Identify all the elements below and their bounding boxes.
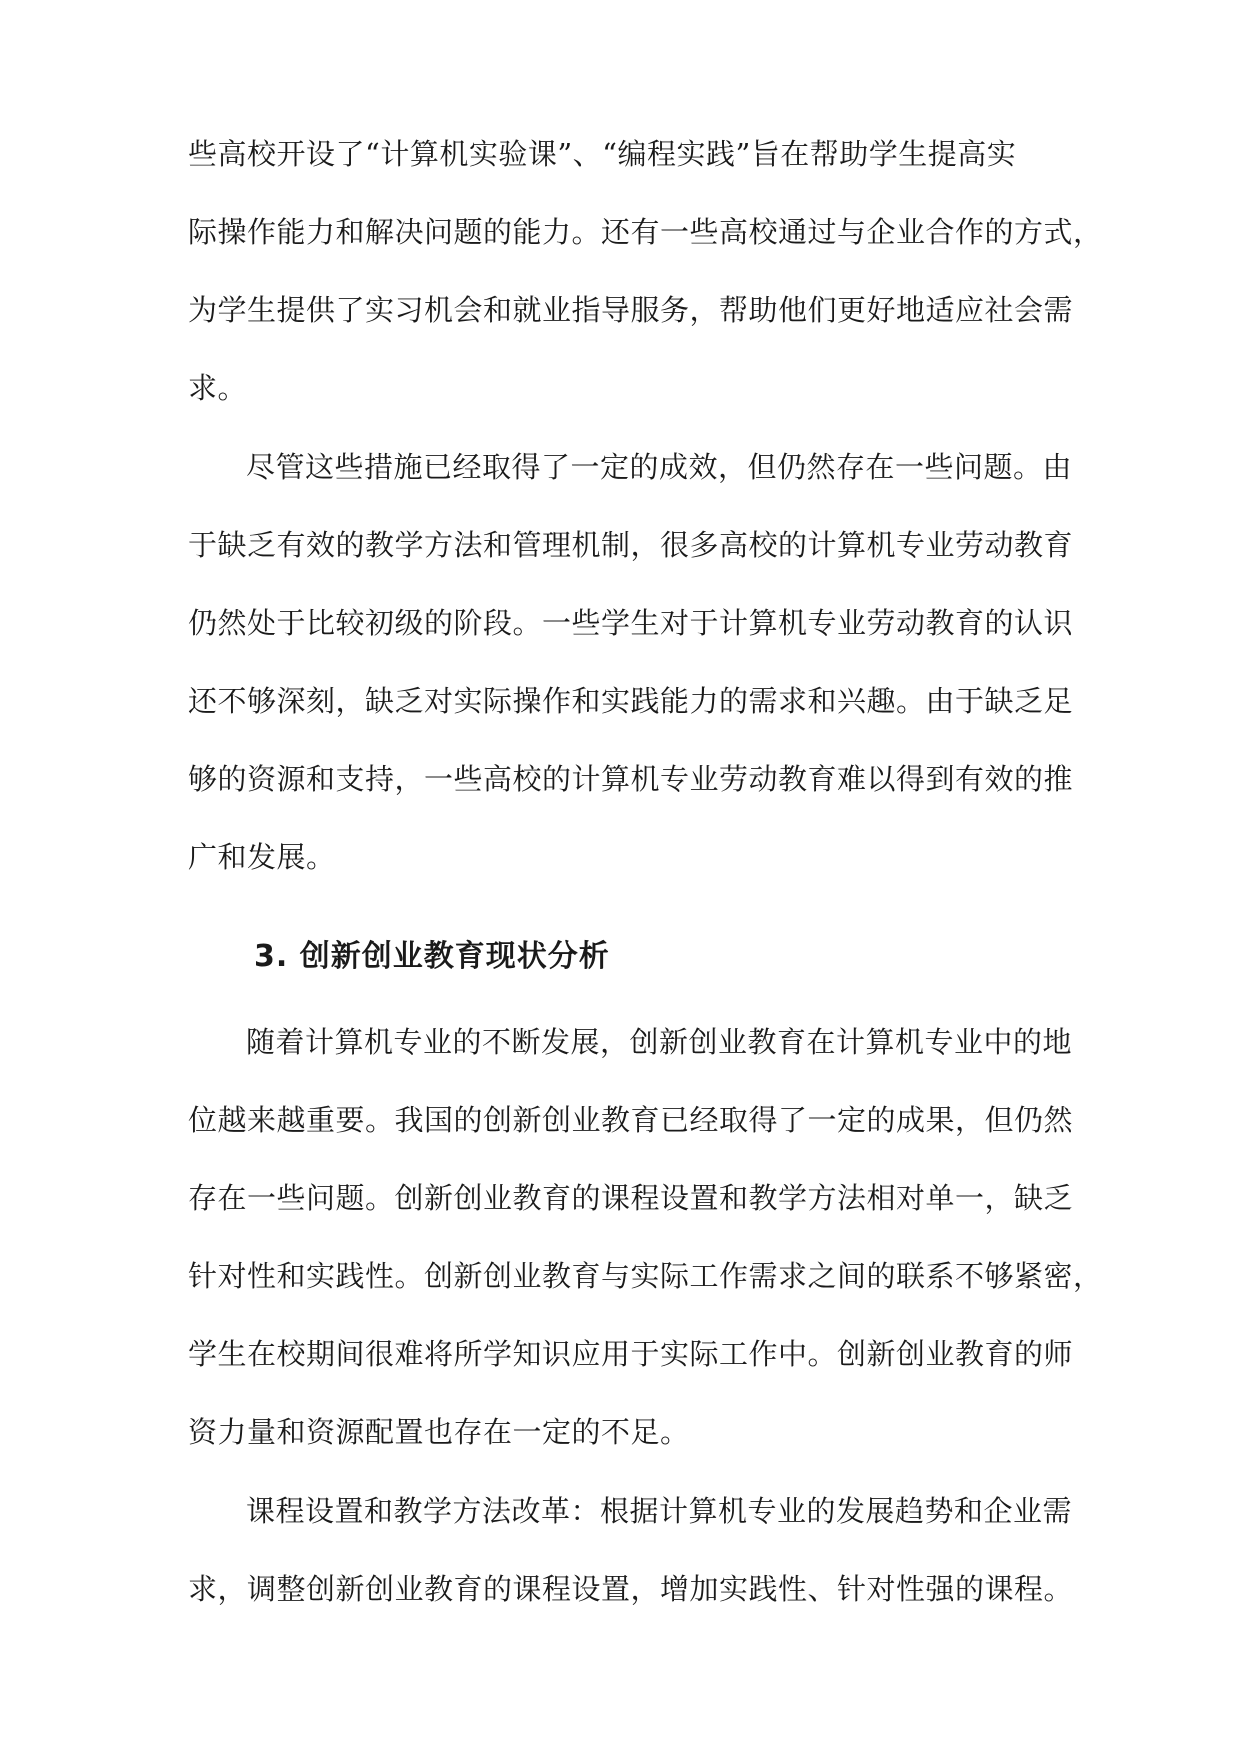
paragraph-4-line-2: 求，调整创新创业教育的课程设置，增加实践性、针对性强的课程。 [188, 1572, 1074, 1606]
section-heading: 3. 创新创业教育现状分析 [254, 939, 610, 974]
paragraph-4-line-1: 课程设置和教学方法改革：根据计算机专业的发展趋势和企业需 [246, 1494, 1073, 1528]
paragraph-2-line-6: 广和发展。 [188, 840, 336, 874]
paragraph-3-line-4: 针对性和实践性。创新创业教育与实际工作需求之间的联系不够紧密， [188, 1259, 1103, 1293]
paragraph-3-line-1: 随着计算机专业的不断发展，创新创业教育在计算机专业中的地 [246, 1025, 1073, 1059]
paragraph-3-line-3: 存在一些问题。创新创业教育的课程设置和教学方法相对单一，缺乏 [188, 1181, 1074, 1215]
paragraph-2-line-1: 尽管这些措施已经取得了一定的成效，但仍然存在一些问题。由 [246, 450, 1073, 484]
paragraph-3-line-6: 资力量和资源配置也存在一定的不足。 [188, 1415, 690, 1449]
paragraph-1-line-1: 些高校开设了“计算机实验课”、“编程实践”旨在帮助学生提高实 [188, 137, 1017, 171]
paragraph-1-line-4: 求。 [188, 371, 248, 405]
paragraph-1-line-3: 为学生提供了实习机会和就业指导服务，帮助他们更好地适应社会需 [188, 293, 1074, 327]
paragraph-3-line-5: 学生在校期间很难将所学知识应用于实际工作中。创新创业教育的师 [188, 1337, 1074, 1371]
paragraph-1-line-2: 际操作能力和解决问题的能力。还有一些高校通过与企业合作的方式， [188, 215, 1103, 249]
paragraph-2-line-5: 够的资源和支持，一些高校的计算机专业劳动教育难以得到有效的推 [188, 762, 1074, 796]
paragraph-2-line-4: 还不够深刻，缺乏对实际操作和实践能力的需求和兴趣。由于缺乏足 [188, 684, 1074, 718]
paragraph-2-line-3: 仍然处于比较初级的阶段。一些学生对于计算机专业劳动教育的认识 [188, 606, 1074, 640]
paragraph-2-line-2: 于缺乏有效的教学方法和管理机制，很多高校的计算机专业劳动教育 [188, 528, 1074, 562]
paragraph-3-line-2: 位越来越重要。我国的创新创业教育已经取得了一定的成果，但仍然 [188, 1103, 1074, 1137]
